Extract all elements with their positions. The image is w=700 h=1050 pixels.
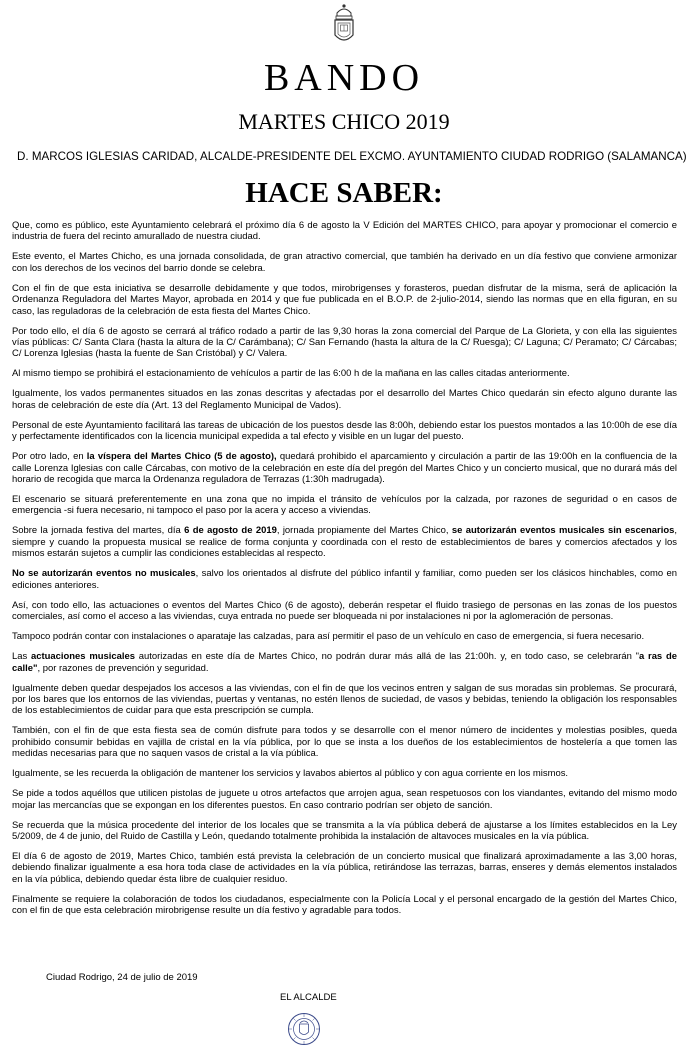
paragraph: Personal de este Ayuntamiento facilitará las tareas de ubicación de los puestos desde las 8:00h, debiendo estar los puestos montados a las 10:00h de ese día y perfectamente identificados con la licencia municipal expedida a tal efecto y visible en un lugar del puesto. bbox=[12, 419, 677, 443]
paragraph: Igualmente deben quedar despejados los accesos a las viviendas, con el fin de que los vecinos entren y salgan de sus moradas sin problemas. Se procurará, por los bares que los entornos de las viviendas, puertas y ventanas, no estén llenos de suciedad, de vasos y bebidas, teniendo la obligación los responsables de los establecimientos de cuidar para que esta prescripción se cumpla. bbox=[12, 682, 677, 717]
paragraph: Así, con todo ello, las actuaciones o eventos del Martes Chico (6 de agosto), deberán respetar el fluido trasiego de personas en las zonas de los puestos comerciales, así como el acceso a las viviendas, cuya entrada no puede ser bloqueada ni por instalaciones ni por la aglomeración de personas. bbox=[12, 599, 677, 623]
text-span: Las bbox=[12, 651, 31, 663]
paragraph: El escenario se situará preferentemente en una zona que no impida el tránsito de vehículos por la calzada, por razones de seguridad o en casos de emergencia -si fuera necesario, ni tampoco el paso por la acera y acceso a viviendas. bbox=[12, 494, 677, 517]
text-span: , salvo los orientados al disfrute del público infantil y familiar, como pueden ser los clásicos hinchables, como en ediciones anteriores. bbox=[12, 568, 677, 591]
paragraph bbox=[12, 568, 677, 591]
paragraph: Igualmente, se les recuerda la obligación de mantener los servicios y lavabos abiertos al público y con agua corriente en los mismos. bbox=[12, 768, 569, 780]
document-title: BANDO bbox=[263, 57, 425, 99]
coat-of-arms-icon bbox=[331, 3, 357, 47]
paragraph: Por todo ello, el día 6 de agosto se cerrará al tráfico rodado a partir de las 9,30 horas la zona comercial del Parque de La Glorieta, y con ella las siguientes vías públicas: C/ Santa Clara (hasta la altura de la C/ Carámbana); C/ San Fernando (hasta la altura de la C/ Ruesga); C/ Laguna; C/ Peramato; C/ Cárcabas; C/ Lorenza Iglesias (hasta la fuente de San Cristóbal) y C/ Valera. bbox=[12, 325, 677, 360]
paragraph: Finalmente se requiere la colaboración de todos los ciudadanos, especialmente con la Policía Local y el personal encargado de la gestión del Martes Chico, con el fin de que esta celebración mirobrigense resulte un día festivo y agradable para todos. bbox=[12, 893, 677, 917]
signatory-title: EL ALCALDE bbox=[280, 992, 337, 1003]
paragraph bbox=[12, 525, 677, 559]
paragraph: Se recuerda que la música procedente del interior de los locales que se transmita a la vía pública deberá de ajustarse a los límites establecidos en la Ley 5/2009, de 4 de junio, del Ruido de Castilla y León, quedando totalmente prohibida la instalación de altavoces musicales en la vía pública. bbox=[12, 819, 677, 842]
event-title: MARTES CHICO 2019 bbox=[238, 109, 450, 134]
paragraph: Este evento, el Martes Chicho, es una jornada consolidada, de gran atractivo comercial, que también ha derivado en un día festivo que conviene armonizar con los derechos de los vecinos del barrio donde se celebra. bbox=[12, 251, 677, 274]
bold-text: la víspera del Martes Chico (5 de agosto), bbox=[86, 451, 277, 463]
paragraph bbox=[12, 651, 677, 674]
paragraph: Que, como es público, este Ayuntamiento celebrará el próximo día 6 de agosto la V Edición del MARTES CHICO, para apoyar y promocionar el comercio e industria de fuera del recinto amurallado de nuestra ciudad. bbox=[12, 220, 677, 243]
text-span: , jornada propiamente del Martes Chico, bbox=[276, 525, 452, 537]
official-seal-icon bbox=[287, 1012, 321, 1046]
text-span: , por razones de prevención y seguridad. bbox=[37, 662, 209, 674]
paragraph: También, con el fin de que esta fiesta sea de común disfrute para todos y se desarrolle con el menor número de incidentes y molestias posibles, queda prohibido consumir bebidas en vajilla de cristal en la vía pública, por lo que se insta a los dueños de los establecimientos de hostelería a que tomen las medidas necesarias para que no saquen vasos de cristal a la vía pública. bbox=[12, 725, 677, 760]
bold-text: se autorizarán eventos musicales sin escenarios bbox=[451, 525, 675, 537]
text-span: quedará prohibido el aparcamiento y circulación a partir de las 19:00h en la confluencia de la calle Lorenza Iglesias con calle Cárcabas, con motivo de la celebración en este día del pregón del Martes Chico y un concierto musical, que no durará más del horario de recogida que marca la Ordenanza reguladora de Terrazas (1:30h madrugada). bbox=[12, 451, 677, 486]
place-date: Ciudad Rodrigo, 24 de julio de 2019 bbox=[46, 972, 198, 983]
bold-text: No se autorizarán eventos no musicales bbox=[12, 568, 196, 580]
paragraph: Se pide a todos aquéllos que utilicen pistolas de juguete u otros artefactos que arrojen agua, sean respetuosos con los viandantes, evitando del mismo modo mojar las mercancías que se expongan en los diferentes puestos. En caso contrario podrían ser objeto de sanción. bbox=[12, 788, 677, 811]
bold-text: actuaciones musicales bbox=[31, 651, 135, 663]
paragraph bbox=[12, 451, 677, 485]
paragraph: Igualmente, los vados permanentes situados en las zonas descritas y afectadas por el desarrollo del Martes Chico quedarán sin efecto alguno durante las horas de celebración de este día (Art. 13 del Reglamento Municipal de Vados). bbox=[12, 388, 677, 411]
paragraph: Al mismo tiempo se prohibirá el estacionamiento de vehículos a partir de las 6:00 h de la mañana en las calles citadas anteriormente. bbox=[12, 368, 570, 380]
text-span: Sobre la jornada festiva del martes, día bbox=[12, 525, 185, 537]
text-span: , siempre y cuando la propuesta musical se realice de forma conjunta y coordinada con el resto de establecimientos de bares y comercios afectados y los mismos estarán sujetos a cumplir las condiciones establecidas al respecto. bbox=[12, 525, 677, 560]
paragraph: Con el fin de que esta iniciativa se desarrolle debidamente y que todos, mirobrigenses y forasteros, puedan disfrutar de la misma, será de aplicación la Ordenanza Reguladora del Martes Mayor, aprobada en 2014 y que fue publicada en el B.O.P. de 2-julio-2014, siendo las normas que en ella figuran, en su caso, las reguladoras de la celebración de esta fiesta del Martes Chico. bbox=[12, 282, 677, 317]
paragraph: Tampoco podrán contar con instalaciones o aparataje las calzadas, para así permitir el paso de un vehículo en caso de emergencia, si fuera necesario. bbox=[12, 631, 645, 643]
paragraph: El día 6 de agosto de 2019, Martes Chico, también está prevista la celebración de un concierto musical que finalizará aproximadamente a las 3,00 horas, debiendo finalizar igualmente a esa hora toda clase de actividades en la vía pública, retirándose las terrazas, barras, enseres y demás elementos instalados en la vía pública, debiendo quedar ésta libre de cualquier residuo. bbox=[12, 850, 677, 885]
text-span: Por otro lado, en bbox=[12, 451, 87, 463]
document-body bbox=[12, 220, 677, 925]
issuer-line: D. MARCOS IGLESIAS CARIDAD, ALCALDE-PRESIDENTE DEL EXCMO. AYUNTAMIENTO CIUDAD RODRIGO (SALAMANCA) bbox=[17, 150, 687, 163]
bold-text: a ras de calle" bbox=[12, 651, 677, 674]
bold-text: 6 de agosto de 2019 bbox=[184, 525, 277, 537]
text-span: autorizadas en este día de Martes Chico, no podrán durar más allá de las 21:00h. y, en todo caso, se celebrarán " bbox=[134, 651, 639, 663]
proclamation-heading: HACE SABER: bbox=[245, 177, 443, 209]
